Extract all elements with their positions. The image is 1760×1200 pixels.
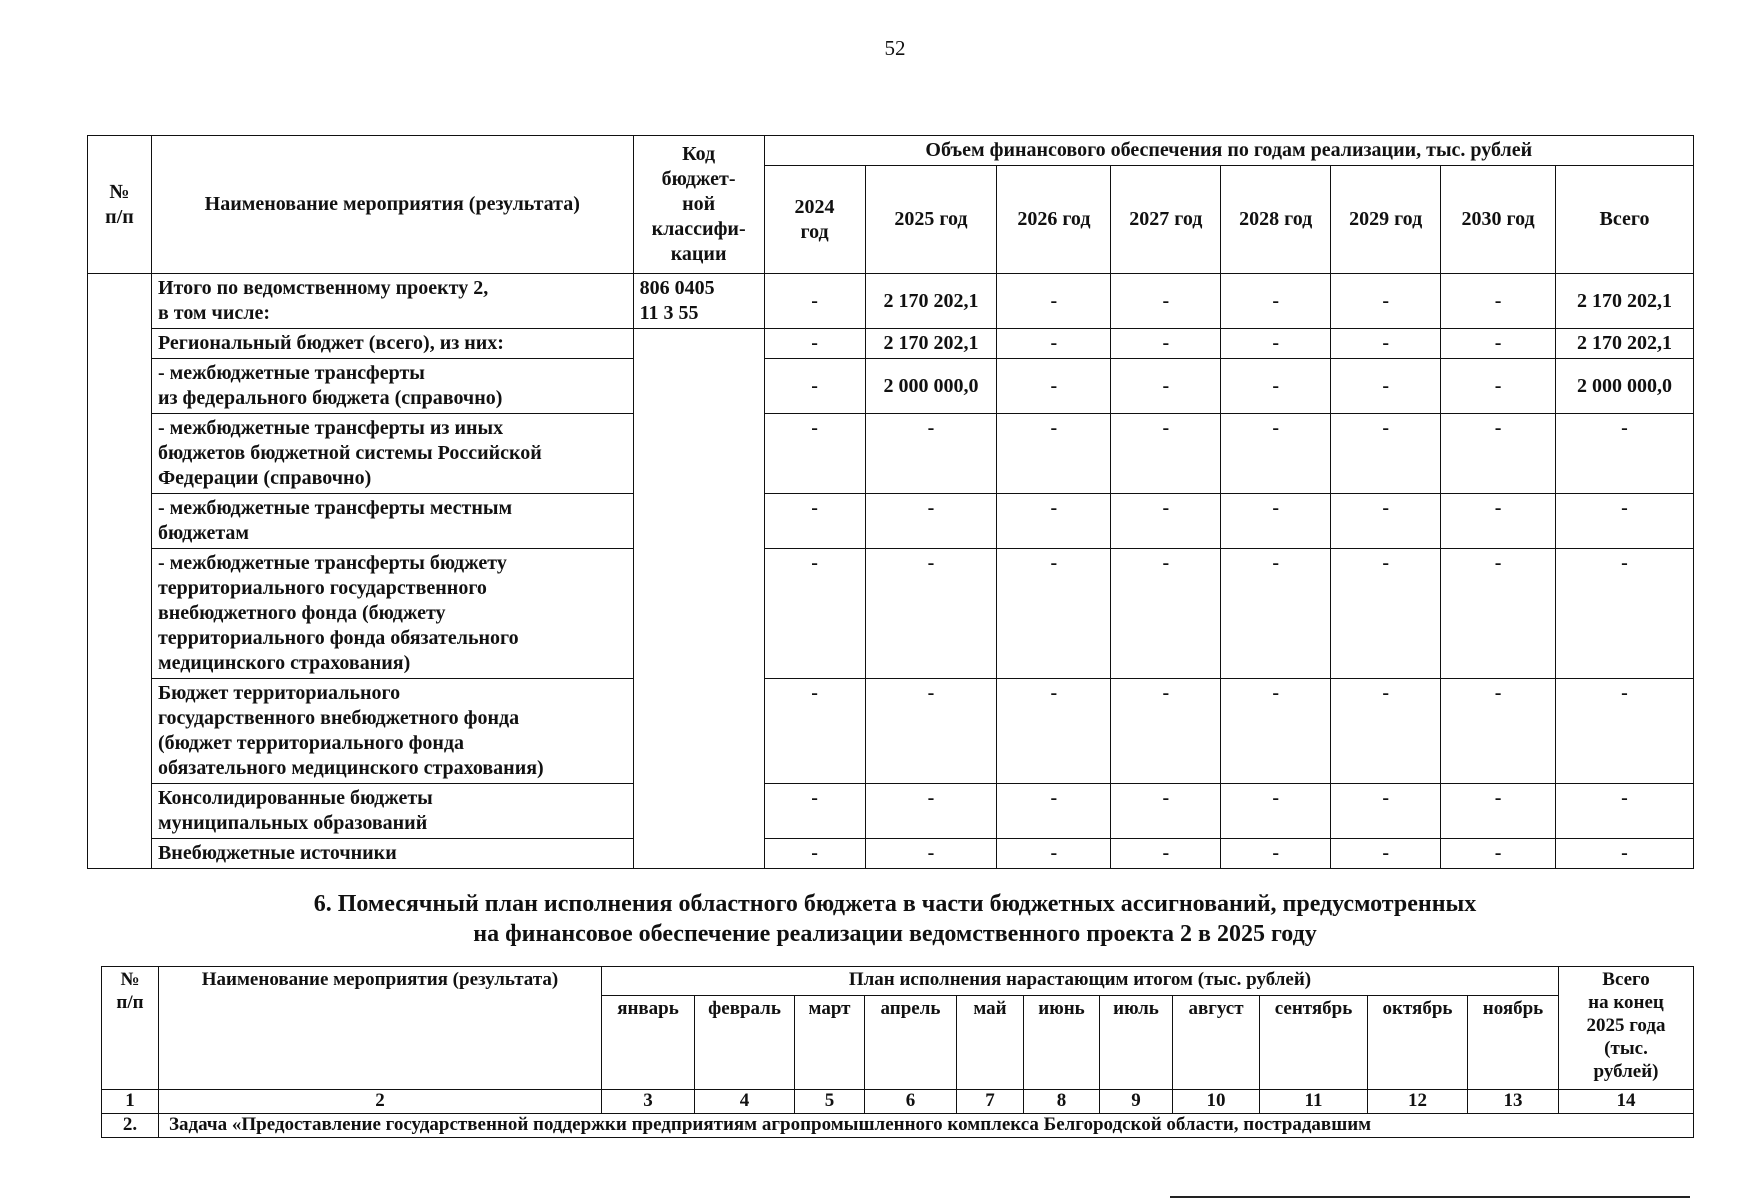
value-cell: 2 170 202,1	[1556, 329, 1694, 359]
row-name: Региональный бюджет (всего), из них:	[151, 329, 633, 359]
column-index: 12	[1368, 1090, 1468, 1114]
header-year: 2030 год	[1441, 166, 1556, 274]
value-cell: -	[1441, 679, 1556, 784]
value-cell: -	[1221, 494, 1331, 549]
header-year: 2025 год	[865, 166, 997, 274]
value-cell: -	[764, 274, 865, 329]
column-index: 5	[795, 1090, 865, 1114]
value-cell: -	[997, 494, 1111, 549]
value-cell: -	[1556, 679, 1694, 784]
value-cell: -	[1441, 549, 1556, 679]
month-header: июнь	[1024, 996, 1100, 1090]
t2-header-name: Наименование мероприятия (результата)	[159, 967, 602, 1090]
value-cell: -	[1331, 274, 1441, 329]
task-text: Задача «Предоставление государственной поддержки предприятиям агропромышленного комплекса Белгородской области, пострадавшим	[159, 1114, 1694, 1138]
month-header: январь	[602, 996, 695, 1090]
column-index: 13	[1468, 1090, 1559, 1114]
t2-header-total: Всего на конец 2025 года (тыс. рублей)	[1559, 967, 1694, 1090]
value-cell: -	[1111, 839, 1221, 869]
value-cell: -	[1556, 414, 1694, 494]
header-name: Наименование мероприятия (результата)	[151, 136, 633, 274]
value-cell: -	[1221, 329, 1331, 359]
value-cell: -	[1221, 784, 1331, 839]
month-header: сентябрь	[1260, 996, 1368, 1090]
value-cell: -	[1221, 679, 1331, 784]
month-header: март	[795, 996, 865, 1090]
monthly-plan-table	[101, 966, 1694, 1138]
header-year: 2027 год	[1111, 166, 1221, 274]
value-cell: -	[764, 784, 865, 839]
value-cell: -	[1221, 414, 1331, 494]
column-index: 3	[602, 1090, 695, 1114]
row-name: - межбюджетные трансферты из федерального бюджета (справочно)	[151, 359, 633, 414]
value-cell: -	[1221, 359, 1331, 414]
value-cell: -	[1221, 549, 1331, 679]
value-cell: -	[997, 414, 1111, 494]
t2-header-plan-group: План исполнения нарастающим итогом (тыс. рублей)	[602, 967, 1559, 996]
header-year: Всего	[1556, 166, 1694, 274]
value-cell: -	[1331, 414, 1441, 494]
column-index: 4	[695, 1090, 795, 1114]
value-cell: -	[1331, 679, 1441, 784]
value-cell: -	[1441, 839, 1556, 869]
value-cell: -	[1556, 549, 1694, 679]
column-index: 1	[102, 1090, 159, 1114]
month-header: август	[1173, 996, 1260, 1090]
value-cell: -	[997, 679, 1111, 784]
value-cell: -	[997, 329, 1111, 359]
value-cell: -	[1331, 329, 1441, 359]
value-cell: -	[865, 784, 997, 839]
row-name: Внебюджетные источники	[151, 839, 633, 869]
row-name: - межбюджетные трансферты местным бюджетам	[151, 494, 633, 549]
value-cell: -	[764, 549, 865, 679]
header-code: Код бюджет- ной классифи- кации	[633, 136, 764, 274]
month-header: апрель	[865, 996, 957, 1090]
row-name: Бюджет территориального государственного внебюджетного фонда (бюджет территориального фонда обязательного медицинского страхования)	[151, 679, 633, 784]
table-row	[88, 839, 1694, 869]
month-header: июль	[1100, 996, 1173, 1090]
value-cell: -	[764, 329, 865, 359]
value-cell: -	[1556, 494, 1694, 549]
section-title: 6. Помесячный план исполнения областного бюджета в части бюджетных ассигнований, предусмотренных на финансовое обеспечение реализации ведомственного проекта 2 в 2025 году	[313, 891, 1477, 947]
value-cell: -	[764, 679, 865, 784]
table-row	[88, 784, 1694, 839]
header-year: 2028 год	[1221, 166, 1331, 274]
value-cell: -	[1556, 839, 1694, 869]
value-cell: 2 170 202,1	[865, 274, 997, 329]
value-cell: -	[1111, 549, 1221, 679]
value-cell: -	[997, 784, 1111, 839]
header-year: 2026 год	[997, 166, 1111, 274]
value-cell: -	[1441, 494, 1556, 549]
value-cell: -	[1441, 274, 1556, 329]
t2-header-num: № п/п	[102, 967, 159, 1090]
value-cell: -	[1111, 784, 1221, 839]
table-row	[88, 494, 1694, 549]
column-index: 7	[957, 1090, 1024, 1114]
value-cell: -	[997, 839, 1111, 869]
table-row	[88, 359, 1694, 414]
value-cell: -	[1556, 784, 1694, 839]
value-cell: -	[764, 839, 865, 869]
value-cell: 2 000 000,0	[865, 359, 997, 414]
value-cell: -	[997, 549, 1111, 679]
value-cell: -	[865, 549, 997, 679]
value-cell: -	[1331, 549, 1441, 679]
column-index: 10	[1173, 1090, 1260, 1114]
value-cell: -	[997, 274, 1111, 329]
value-cell: 2 170 202,1	[865, 329, 997, 359]
header-funding-group: Объем финансового обеспечения по годам реализации, тыс. рублей	[764, 136, 1693, 166]
task-num: 2.	[102, 1114, 159, 1138]
table-row	[88, 414, 1694, 494]
value-cell: -	[865, 414, 997, 494]
value-cell: -	[865, 839, 997, 869]
bottom-rule	[1170, 1196, 1690, 1198]
value-cell: -	[1441, 329, 1556, 359]
value-cell: -	[865, 679, 997, 784]
column-index: 9	[1100, 1090, 1173, 1114]
value-cell: -	[1221, 839, 1331, 869]
row-name: - межбюджетные трансферты бюджету территориального государственного внебюджетного фонда (бюджету территориального фонда обязательного медицинского страхования)	[151, 549, 633, 679]
value-cell: -	[1441, 359, 1556, 414]
month-header: октябрь	[1368, 996, 1468, 1090]
column-index: 8	[1024, 1090, 1100, 1114]
value-cell: -	[1111, 274, 1221, 329]
value-cell: -	[1111, 359, 1221, 414]
value-cell: 2 170 202,1	[1556, 274, 1694, 329]
table-row	[88, 549, 1694, 679]
value-cell: -	[1111, 329, 1221, 359]
row-name: - межбюджетные трансферты из иных бюджетов бюджетной системы Российской Федерации (справочно)	[151, 414, 633, 494]
value-cell: -	[764, 494, 865, 549]
value-cell: -	[764, 414, 865, 494]
value-cell: -	[1111, 494, 1221, 549]
value-cell: -	[865, 494, 997, 549]
value-cell: -	[1441, 784, 1556, 839]
value-cell: -	[1111, 679, 1221, 784]
header-num: № п/п	[88, 136, 152, 274]
value-cell: -	[1111, 414, 1221, 494]
value-cell: -	[1221, 274, 1331, 329]
header-year: 2024 год	[764, 166, 865, 274]
value-cell: -	[997, 359, 1111, 414]
month-header: май	[957, 996, 1024, 1090]
value-cell: -	[764, 359, 865, 414]
page-number: 52	[884, 36, 906, 60]
budget-code-empty	[633, 329, 764, 869]
value-cell: -	[1331, 494, 1441, 549]
column-index: 14	[1559, 1090, 1694, 1114]
row-name: Итого по ведомственному проекту 2, в том числе:	[151, 274, 633, 329]
table-row	[88, 274, 1694, 329]
column-index: 11	[1260, 1090, 1368, 1114]
funding-table	[87, 135, 1694, 869]
value-cell: -	[1441, 414, 1556, 494]
month-header: февраль	[695, 996, 795, 1090]
column-index: 2	[159, 1090, 602, 1114]
budget-code: 806 0405 11 3 55	[633, 274, 764, 329]
column-index: 6	[865, 1090, 957, 1114]
value-cell: -	[1331, 359, 1441, 414]
value-cell: 2 000 000,0	[1556, 359, 1694, 414]
value-cell: -	[1331, 784, 1441, 839]
table-row	[88, 329, 1694, 359]
row-name: Консолидированные бюджеты муниципальных образований	[151, 784, 633, 839]
month-header: ноябрь	[1468, 996, 1559, 1090]
value-cell: -	[1331, 839, 1441, 869]
row-number-cell	[88, 274, 152, 869]
table-row	[88, 679, 1694, 784]
header-year: 2029 год	[1331, 166, 1441, 274]
